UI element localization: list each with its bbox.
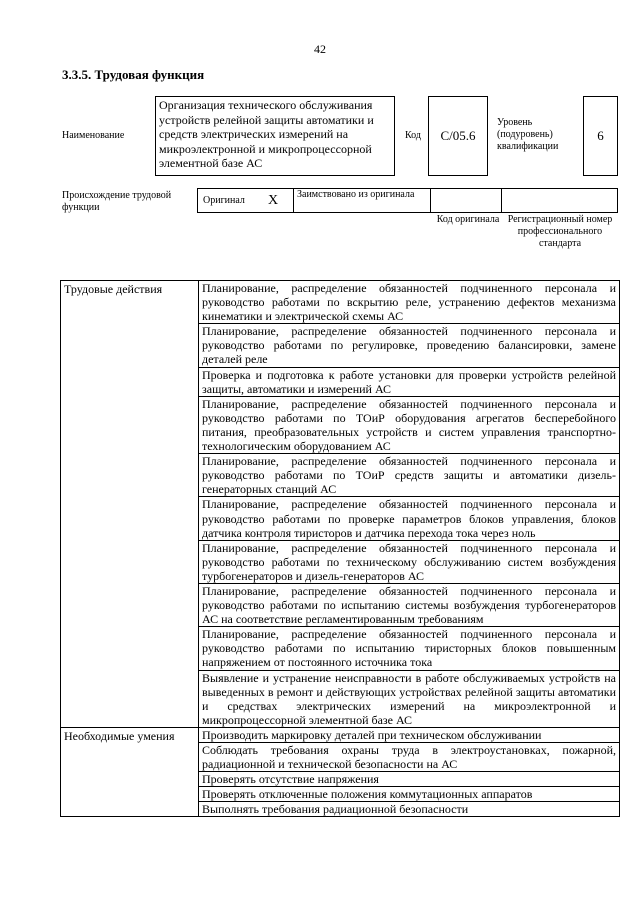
name-label: Наименование: [62, 130, 125, 141]
table-body: [61, 281, 620, 817]
origin-label: Происхождение трудовой функции: [62, 190, 172, 213]
reg-number-cell: [501, 188, 618, 213]
labor-action-item: Планирование, распределение обязанностей подчиненного персонала и руководство работами по испытанию тиристорных блоков повышенным напряжением от постоянного источника тока: [199, 627, 620, 670]
borrowed-label: Заимствовано из оригинала: [297, 189, 415, 200]
labor-action-item: Планирование, распределение обязанностей подчиненного персонала и руководство работами по проверке параметров блоков управления, блоков датчика контроля тиристоров и датчика перехода тока через ноль: [199, 497, 620, 540]
labor-action-item: Планирование, распределение обязанностей подчиненного персонала и руководство работами по ТОиР оборудования агрегатов бесперебойного питания, преобразовательных устройств и систем управления транспортно-технологическим оборудованием АС: [199, 396, 620, 453]
page-number: 42: [314, 42, 326, 56]
required-skills-label: Необходимые умения: [61, 727, 199, 817]
function-name: Организация технического обслуживания устройств релейной защиты автоматики и средств электрических измерений на микроэлектронной и микропроцессорной элементной базе АС: [155, 96, 395, 176]
skill-item: Проверять отсутствие напряжения: [199, 772, 620, 787]
labor-action-item: Выявление и устранение неисправности в работе обслуживаемых устройств на выведенных в ремонт и действующих устройствах релейной защиты автоматики и средствах электрических измерений на микроэлектронной и микропроцессорной элементной базе АС: [199, 670, 620, 727]
level-value: 6: [583, 96, 618, 176]
labor-action-item: Планирование, распределение обязанностей подчиненного персонала и руководство работами по регулировке, проведению балансировки, замене деталей реле: [199, 324, 620, 367]
original-mark: X: [268, 193, 279, 208]
code-original-cell: [430, 188, 502, 213]
skill-item: Выполнять требования радиационной безопасности: [199, 802, 620, 817]
labor-action-item: Планирование, распределение обязанностей подчиненного персонала и руководство работами по испытанию системы возбуждения турбогенераторов АС на соответствие регламентированным требованиям: [199, 583, 620, 626]
table-row: [61, 281, 620, 324]
skill-item: Соблюдать требования охраны труда в электроустановках, пожарной, радиационной и технической безопасности на АС: [199, 743, 620, 772]
skill-item: Проверять отключенные положения коммутационных аппаратов: [199, 787, 620, 802]
section-title: 3.3.5. Трудовая функция: [62, 67, 205, 82]
reg-number-caption: Регистрационный номер профессионального стандарта: [507, 214, 613, 249]
original-cell: [197, 188, 294, 213]
table-row: [61, 727, 620, 742]
labor-action-item: Проверка и подготовка к работе установки для проверки устройств релейной защиты, автоматики и измерений АС: [199, 367, 620, 396]
labor-function-table: [60, 280, 620, 817]
code-label: Код: [405, 130, 421, 141]
borrowed-cell: [293, 188, 431, 213]
labor-action-item: Планирование, распределение обязанностей подчиненного персонала и руководство работами по ТОиР средств защиты и автоматики дизель-генераторных станций АС: [199, 454, 620, 497]
skill-item: Производить маркировку деталей при техническом обслуживании: [199, 727, 620, 742]
code-value: С/05.6: [428, 96, 488, 176]
labor-action-item: Планирование, распределение обязанностей подчиненного персонала и руководство работами по вскрытию реле, устранению дефектов механизма кинематики и электрической схемы АС: [199, 281, 620, 324]
code-original-caption: Код оригинала: [436, 214, 500, 225]
labor-action-item: Планирование, распределение обязанностей подчиненного персонала и руководство работами по техническому обслуживанию систем возбуждения турбогенераторов и дизель-генераторов АС: [199, 540, 620, 583]
original-label: Оригинал: [203, 195, 245, 206]
labor-actions-label: Трудовые действия: [61, 281, 199, 728]
level-label: Уровень (подуровень) квалификации: [497, 117, 559, 152]
